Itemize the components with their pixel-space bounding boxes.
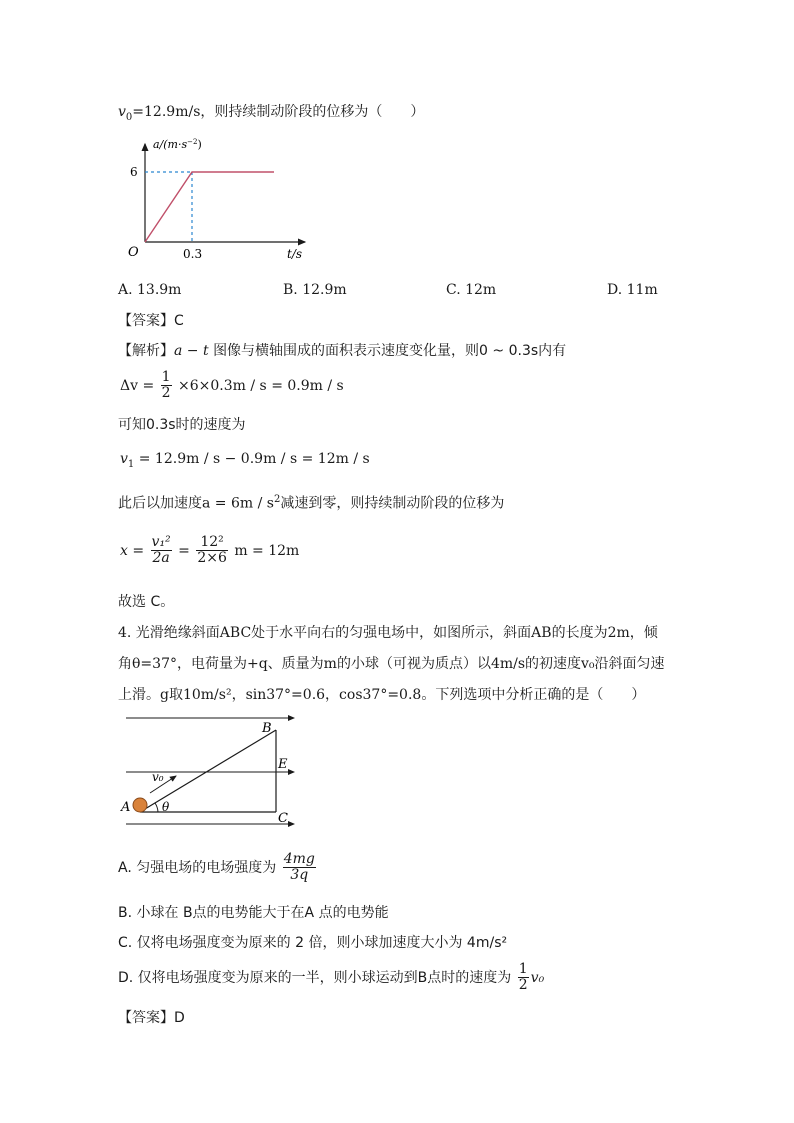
q4-option-b[interactable]: B. 小球在 B点的电势能大于在A 点的电势能 <box>118 905 389 921</box>
label-A: A <box>121 800 131 815</box>
q3-at-graph <box>115 138 315 268</box>
q3-conclusion: 故选 C。 <box>118 594 175 610</box>
at-curve <box>145 172 274 242</box>
q3-eq1: Δv = $\frac{1}{2}$ ×6×0.3m / s = 0.9m / s <box>120 369 344 402</box>
label-E: E <box>278 757 288 772</box>
q3-eq3: x = $\frac{\text{v₁²}}{2a}$ = $\frac{\text{12²}}{2\times 6}$ m = 12m <box>120 534 300 567</box>
q4-stem-line3: 上滑。g取10m/s²，sin37°=0.6，cos37°=0.8。下列选项中分析正确的是（ ） <box>118 687 646 703</box>
y-axis-label: $a/(m\cdot s^{-2})$ <box>153 138 202 151</box>
y-tick-6: 6 <box>130 165 138 179</box>
q3-answer: 【答案】C <box>118 313 184 329</box>
q3-option-a[interactable]: A. 13.9m <box>118 282 182 298</box>
q4-incline-figure <box>118 710 308 830</box>
label-theta: θ <box>162 800 170 814</box>
label-C: C <box>278 811 288 826</box>
q3-option-b[interactable]: B. 12.9m <box>283 282 347 298</box>
q4-option-a[interactable]: A. 匀强电场的电场强度为 $\frac{4mg}{3q}$ <box>118 851 315 884</box>
label-B: B <box>262 721 272 736</box>
origin-label: O <box>128 245 139 260</box>
q3-line-v03: 可知0.3s时的速度为 <box>118 417 246 433</box>
theta-arc <box>155 803 158 812</box>
label-v0: v₀ <box>152 770 164 784</box>
q3-analysis-line1: 【解析】a − t 图像与横轴围成的面积表示速度变化量，则0 ~ 0.3s内有 <box>118 343 567 359</box>
q4-stem-line1: 4. 光滑绝缘斜面ABC处于水平向右的匀强电场中，如图所示，斜面AB的长度为2m，倾 <box>118 625 658 641</box>
ball <box>133 798 147 812</box>
q4-answer: 【答案】D <box>118 1010 185 1026</box>
q3-stem: $v_0=12.9m/s$，则持续制动阶段的位移为（ ） <box>118 104 425 123</box>
x-tick-03: 0.3 <box>183 247 203 261</box>
q4-stem-line2: 角θ=37°，电荷量为+q、质量为m的小球（可视为质点）以4m/s的初速度v₀沿斜面匀速 <box>118 656 665 672</box>
q4-option-d[interactable]: D. 仅将电场强度变为原来的一半，则小球运动到B点时的速度为 $\frac{1}{2}$ v₀ <box>118 961 545 994</box>
q4-option-c[interactable]: C. 仅将电场强度变为原来的 2 倍，则小球加速度大小为 4m/s² <box>118 935 508 951</box>
q3-line-decel: 此后以加速度$a = 6m / s^2$减速到零，则持续制动阶段的位移为 <box>118 494 505 512</box>
x-axis-label: t/s <box>287 247 303 261</box>
q3-option-d[interactable]: D. 11m <box>607 282 658 298</box>
q3-option-c[interactable]: C. 12m <box>446 282 497 298</box>
q3-eq2: $v_1 = 12.9m / s - 0.9m / s = 12m / s$ <box>120 451 370 470</box>
